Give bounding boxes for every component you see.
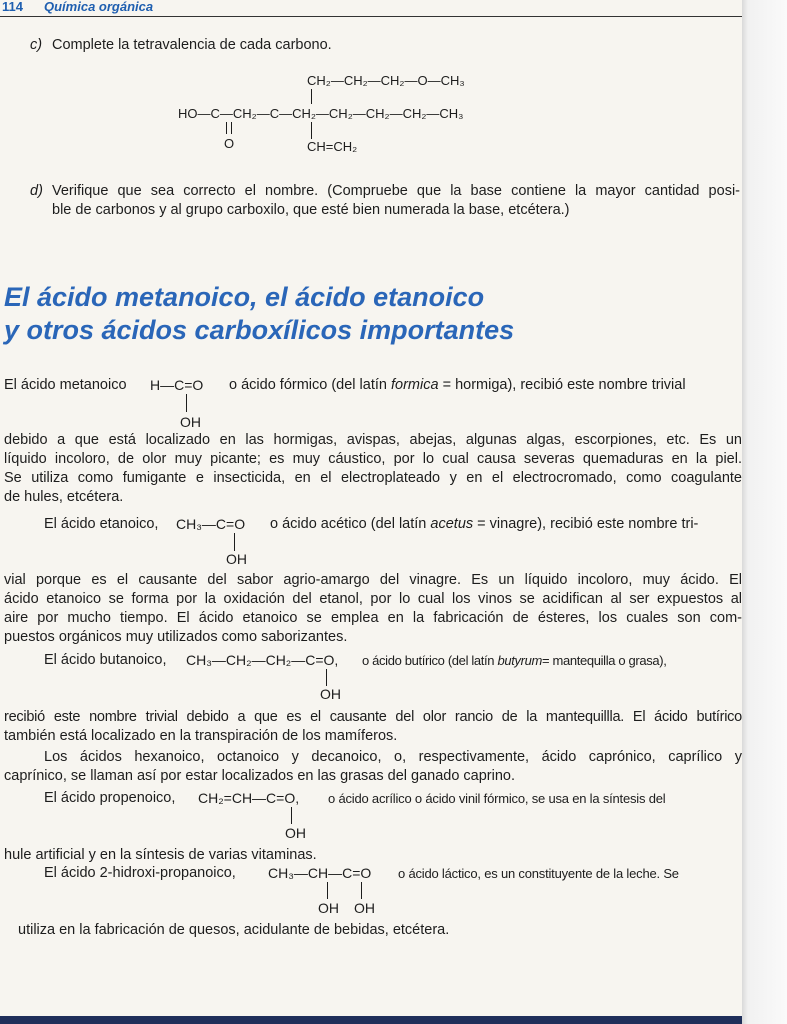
- page-edge: [742, 0, 787, 1024]
- etanoico-line-2: ácido etanoico se forma por la oxidación del etanol, por lo cual los vinos se acidifican al ser expuestos al: [4, 591, 742, 607]
- metanoico-intro: El ácido metanoico: [4, 377, 127, 393]
- propenoico-oh: OH: [285, 825, 306, 841]
- metanoico-oh: OH: [180, 414, 201, 430]
- etanoico-intro: El ácido etanoico,: [44, 516, 159, 532]
- etanoico-line-4: puestos orgánicos muy utilizados como saborizantes.: [4, 629, 348, 645]
- propenoico-after: o ácido acrílico o ácido vinil fórmico, se usa en la síntesis del: [328, 791, 666, 806]
- metanoico-line-2: líquido incoloro, de olor muy picante; es muy cáustico, por lo cual causa severas quemaduras en la piel.: [4, 451, 742, 467]
- book-title: Química orgánica: [44, 0, 154, 14]
- etanoico-bond: [234, 533, 235, 551]
- page-header: [0, 0, 742, 17]
- bond-bottom: [311, 122, 312, 139]
- butanoico-intro: El ácido butanoico,: [44, 652, 167, 668]
- etanoico-formula: CH₃—C=O: [176, 516, 246, 532]
- lactico-line-2: utiliza en la fabricación de quesos, acidulante de bebidas, etcétera.: [18, 922, 450, 938]
- structure-top-chain: CH₂—CH₂—CH₂—O—CH₃: [307, 73, 465, 88]
- etanoico-line-3: aire por mucho tiempo. El ácido etanoico se emplea en la fabricación de ésteres, los cuales son com-: [4, 610, 742, 626]
- butanoico-line-2: también está localizado en la transpiración de los mamíferos.: [4, 728, 398, 744]
- lactico-oh-1: OH: [318, 900, 339, 916]
- lactico-intro: El ácido 2-hidroxi-propanoico,: [44, 865, 236, 881]
- lactico-after: o ácido láctico, es un constituyente de la leche. Se: [398, 866, 679, 881]
- exercise-d-line2: ble de carbonos y al grupo carboxilo, que esté bien numerada la base, etcétera.): [52, 202, 570, 218]
- butanoico-bond: [326, 669, 327, 686]
- exercise-d-line1: Verifique que sea correcto el nombre. (Compruebe que la base contiene la mayor cantidad posi-: [52, 183, 740, 199]
- metanoico-line-1: debido a que está localizado en las hormigas, avispas, abejas, algunas algas, escorpiones, etc. Es un: [4, 432, 742, 448]
- etanoico-after: o ácido acético (del latín acetus = vinagre), recibió este nombre tri-: [270, 516, 699, 532]
- exercise-c-text: Complete la tetravalencia de cada carbono.: [52, 37, 332, 53]
- lactico-bond-2: [361, 882, 362, 899]
- structure-carbonyl-oxygen: O: [224, 136, 235, 151]
- lactico-bond-1: [327, 882, 328, 899]
- propenoico-formula: CH₂=CH—C=O,: [198, 790, 300, 806]
- metanoico-line-4: de hules, etcétera.: [4, 489, 124, 505]
- propenoico-line-2: hule artificial y en la síntesis de varias vitaminas.: [4, 847, 317, 863]
- butanoico-after: o ácido butírico (del latín butyrum= mantequilla o grasa),: [362, 653, 667, 668]
- structure-bottom-group: CH=CH₂: [307, 139, 358, 154]
- lactico-oh-2: OH: [354, 900, 375, 916]
- metanoico-bond: [186, 394, 187, 412]
- etanoico-oh: OH: [226, 551, 247, 567]
- exercise-d-label: d): [30, 183, 43, 199]
- metanoico-after: o ácido fórmico (del latín formica = hormiga), recibió este nombre trivial: [229, 377, 686, 393]
- hexanoico-line-1: Los ácidos hexanoico, octanoico y decanoico, o, respectivamente, ácido caprónico, caprílico y: [44, 749, 742, 765]
- butanoico-oh: OH: [320, 686, 341, 702]
- butanoico-line-1: recibió este nombre trivial debido a que es el causante del olor rancio de la mantequillla. El ácido butírico: [4, 709, 742, 725]
- metanoico-formula: H—C=O: [150, 377, 204, 393]
- butanoico-formula: CH₃—CH₂—CH₂—C=O,: [186, 652, 339, 668]
- lactico-formula: CH₃—CH—C=O: [268, 865, 372, 881]
- section-heading-line2: y otros ácidos carboxílicos importantes: [4, 315, 515, 345]
- etanoico-line-1: vial porque es el causante del sabor agrio-amargo del vinagre. Es un líquido incoloro, muy ácido. El: [4, 572, 742, 588]
- structure-main-chain: HO—C—CH₂—C—CH₂—CH₂—CH₂—CH₂—CH₃: [178, 106, 464, 121]
- bottom-edge: [0, 1016, 742, 1024]
- propenoico-bond: [291, 807, 292, 824]
- bond-carbonyl: [226, 122, 232, 134]
- propenoico-intro: El ácido propenoico,: [44, 790, 176, 806]
- metanoico-line-3: Se utiliza como fumigante e insecticida, en el electroplateado y en el electrocromado, como coagulante: [4, 470, 742, 486]
- page-number: 114: [2, 0, 23, 14]
- exercise-c-label: c): [30, 37, 43, 53]
- hexanoico-line-2: caprínico, se llaman así por estar localizados en las grasas del ganado caprino.: [4, 768, 516, 784]
- bond-top: [311, 89, 312, 104]
- section-heading-line1: El ácido metanoico, el ácido etanoico: [4, 282, 485, 312]
